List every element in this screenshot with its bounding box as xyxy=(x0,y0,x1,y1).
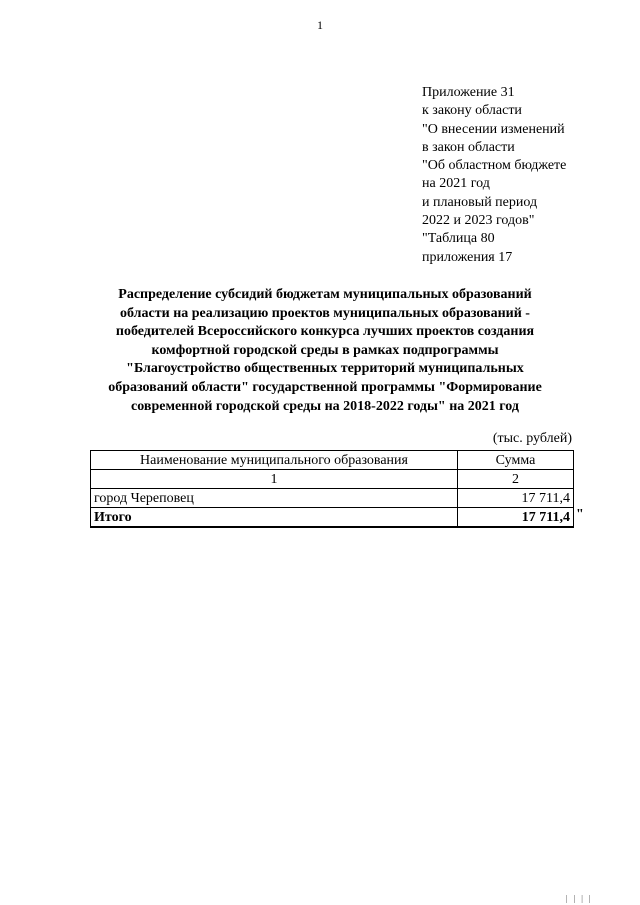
total-row xyxy=(91,508,574,528)
total-label: Итого xyxy=(91,508,458,528)
units-label: (тыс. рублей) xyxy=(492,431,572,446)
title-line: образований области" государственной программы "Формирование xyxy=(108,379,542,395)
amount-value: 17 711,4 xyxy=(458,489,574,508)
appendix-line: на 2021 год xyxy=(422,176,490,192)
appendix-line: к закону области xyxy=(422,103,522,119)
appendix-reference xyxy=(422,84,622,267)
document-title xyxy=(80,286,570,416)
column-number-row xyxy=(91,470,574,489)
header-amount: Сумма xyxy=(458,451,574,470)
column-number-2: 2 xyxy=(458,470,574,489)
municipality-name: город Череповец xyxy=(91,489,458,508)
title-line: победителей Всероссийского конкурса лучших проектов создания xyxy=(115,324,535,340)
appendix-line: 2022 и 2023 годов" xyxy=(422,213,535,229)
table-row xyxy=(91,489,574,508)
appendix-line: "О внесении изменений xyxy=(422,121,565,137)
column-number-1: 1 xyxy=(91,470,458,489)
appendix-line: Приложение 31 xyxy=(422,85,515,100)
table-header-row xyxy=(91,451,574,470)
appendix-line: "Таблица 80 xyxy=(422,231,495,247)
title-line: "Благоустройство общественных территорий муниципальных xyxy=(126,361,524,377)
appendix-line: в закон области xyxy=(422,139,515,155)
total-amount: 17 711,4 xyxy=(458,508,574,528)
title-line: комфортной городской среды в рамках подпрограммы xyxy=(151,342,499,358)
appendix-line: "Об областном бюджете xyxy=(422,158,567,174)
footer-marks: | | | | xyxy=(566,894,593,903)
title-line: области на реализацию проектов муниципальных образований - xyxy=(120,305,530,321)
header-municipality: Наименование муниципального образования xyxy=(91,451,458,470)
title-line: Распределение субсидий бюджетам муниципальных образований xyxy=(118,287,532,302)
appendix-line: приложения 17 xyxy=(422,249,513,265)
appendix-line: и плановый период xyxy=(422,194,538,210)
closing-quote: " xyxy=(576,507,584,522)
subsidy-table xyxy=(90,450,574,528)
title-line: современной городской среды на 2018-2022 годы" на 2021 год xyxy=(131,398,519,414)
page-number: 1 xyxy=(317,18,323,32)
